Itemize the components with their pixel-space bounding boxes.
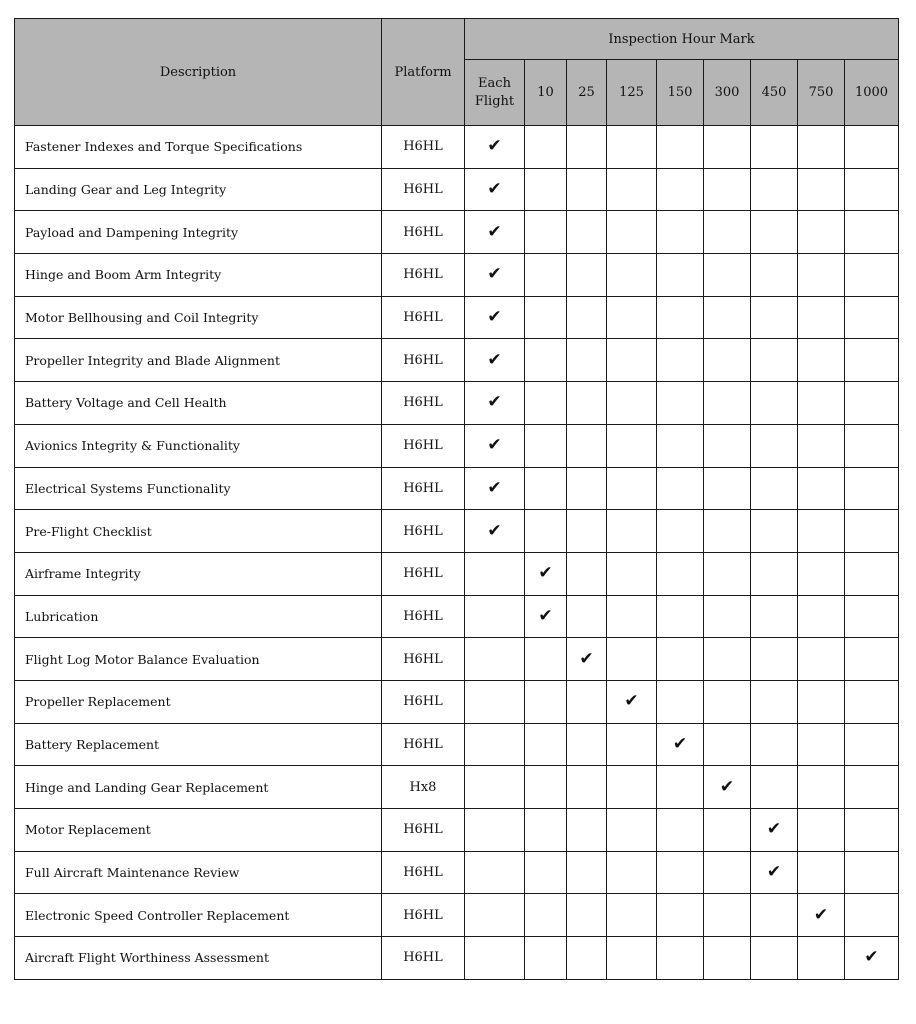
- interval-cell: [567, 467, 607, 510]
- row-platform: H6HL: [382, 126, 465, 169]
- row-description: Flight Log Motor Balance Evaluation: [15, 638, 382, 681]
- interval-cell: [798, 467, 845, 510]
- table-row: [15, 296, 899, 339]
- interval-cell: [845, 296, 899, 339]
- interval-cell: [465, 467, 525, 510]
- interval-cell: [607, 126, 657, 169]
- table-row: [15, 894, 899, 937]
- interval-cell: [798, 126, 845, 169]
- table-row: [15, 851, 899, 894]
- interval-cell: [704, 595, 751, 638]
- interval-cell: [657, 467, 704, 510]
- interval-cell: [607, 894, 657, 937]
- table-row: [15, 552, 899, 595]
- interval-cell: [845, 766, 899, 809]
- interval-cell: [465, 638, 525, 681]
- interval-cell: [657, 254, 704, 297]
- interval-cell: [751, 766, 798, 809]
- interval-cell: [607, 424, 657, 467]
- interval-cell: [607, 595, 657, 638]
- interval-cell: [751, 296, 798, 339]
- interval-cell: [607, 211, 657, 254]
- interval-cell: [845, 638, 899, 681]
- table-row: [15, 339, 899, 382]
- interval-cell: [798, 851, 845, 894]
- interval-cell: [567, 168, 607, 211]
- description-header: Description: [15, 19, 382, 126]
- interval-cell: [704, 723, 751, 766]
- row-platform: H6HL: [382, 211, 465, 254]
- interval-cell: [607, 723, 657, 766]
- interval-cell: [751, 510, 798, 553]
- interval-cell: [657, 510, 704, 553]
- row-platform: H6HL: [382, 168, 465, 211]
- checkmark-icon: ✔: [487, 520, 502, 541]
- checkmark-icon: ✔: [579, 648, 594, 669]
- interval-cell: [704, 211, 751, 254]
- row-description: Payload and Dampening Integrity: [15, 211, 382, 254]
- interval-cell: [751, 595, 798, 638]
- interval-cell: [657, 723, 704, 766]
- interval-cell: [607, 680, 657, 723]
- interval-cell: [798, 937, 845, 980]
- interval-header-4: 150: [657, 60, 704, 126]
- interval-cell: [845, 680, 899, 723]
- row-description: Motor Bellhousing and Coil Integrity: [15, 296, 382, 339]
- interval-cell: [525, 467, 567, 510]
- interval-cell: [567, 510, 607, 553]
- interval-cell: [567, 766, 607, 809]
- interval-cell: [657, 339, 704, 382]
- interval-cell: [845, 595, 899, 638]
- row-platform: H6HL: [382, 595, 465, 638]
- interval-header-8: 1000: [845, 60, 899, 126]
- interval-cell: [657, 937, 704, 980]
- interval-header-0: Each Flight: [465, 60, 525, 126]
- interval-cell: [798, 723, 845, 766]
- interval-cell: [751, 126, 798, 169]
- interval-cell: [704, 424, 751, 467]
- interval-cell: [607, 851, 657, 894]
- row-description: Hinge and Landing Gear Replacement: [15, 766, 382, 809]
- interval-cell: [567, 424, 607, 467]
- interval-cell: [607, 168, 657, 211]
- row-description: Lubrication: [15, 595, 382, 638]
- interval-cell: [704, 809, 751, 852]
- table-row: [15, 937, 899, 980]
- interval-cell: [567, 339, 607, 382]
- table-row: [15, 638, 899, 681]
- row-platform: H6HL: [382, 382, 465, 425]
- interval-cell: [751, 168, 798, 211]
- interval-cell: [465, 723, 525, 766]
- interval-cell: [798, 809, 845, 852]
- interval-cell: [465, 510, 525, 553]
- interval-cell: [465, 126, 525, 169]
- interval-cell: [751, 254, 798, 297]
- interval-cell: [845, 211, 899, 254]
- interval-cell: [657, 211, 704, 254]
- table-row: [15, 382, 899, 425]
- interval-cell: [657, 638, 704, 681]
- interval-cell: [751, 894, 798, 937]
- checkmark-icon: ✔: [487, 435, 502, 456]
- row-description: Motor Replacement: [15, 809, 382, 852]
- interval-header-5: 300: [704, 60, 751, 126]
- interval-cell: [607, 552, 657, 595]
- interval-cell: [465, 851, 525, 894]
- table-row: [15, 254, 899, 297]
- interval-cell: [845, 339, 899, 382]
- row-description: Battery Voltage and Cell Health: [15, 382, 382, 425]
- interval-cell: [525, 851, 567, 894]
- interval-cell: [704, 937, 751, 980]
- interval-cell: [798, 894, 845, 937]
- checkmark-icon: ✔: [672, 733, 688, 754]
- row-platform: Hx8: [382, 766, 465, 809]
- interval-cell: [567, 211, 607, 254]
- interval-cell: [845, 809, 899, 852]
- interval-cell: [704, 126, 751, 169]
- checkmark-icon: ✔: [766, 819, 782, 840]
- table-row: [15, 126, 899, 169]
- interval-cell: [798, 168, 845, 211]
- interval-cell: [567, 937, 607, 980]
- interval-cell: [525, 894, 567, 937]
- checkmark-icon: ✔: [813, 904, 829, 925]
- interval-cell: [845, 467, 899, 510]
- interval-cell: [751, 723, 798, 766]
- row-platform: H6HL: [382, 680, 465, 723]
- interval-cell: [657, 894, 704, 937]
- interval-cell: [465, 766, 525, 809]
- interval-cell: [567, 809, 607, 852]
- row-description: Landing Gear and Leg Integrity: [15, 168, 382, 211]
- interval-cell: [704, 467, 751, 510]
- row-platform: H6HL: [382, 894, 465, 937]
- interval-cell: [607, 937, 657, 980]
- checkmark-icon: ✔: [864, 947, 879, 968]
- interval-cell: [525, 937, 567, 980]
- interval-cell: [751, 467, 798, 510]
- interval-cell: [525, 809, 567, 852]
- row-description: Propeller Replacement: [15, 680, 382, 723]
- interval-cell: [525, 680, 567, 723]
- row-description: Hinge and Boom Arm Integrity: [15, 254, 382, 297]
- checkmark-icon: ✔: [766, 862, 782, 883]
- table-row: [15, 595, 899, 638]
- interval-cell: [798, 254, 845, 297]
- interval-cell: [704, 382, 751, 425]
- interval-cell: [567, 126, 607, 169]
- interval-cell: [525, 339, 567, 382]
- interval-cell: [751, 638, 798, 681]
- interval-cell: [704, 168, 751, 211]
- inspection-hour-mark-header: Inspection Hour Mark: [465, 19, 899, 60]
- platform-header: Platform: [382, 19, 465, 126]
- interval-cell: [704, 680, 751, 723]
- interval-cell: [465, 339, 525, 382]
- interval-cell: [798, 680, 845, 723]
- interval-cell: [525, 382, 567, 425]
- interval-header-2: 25: [567, 60, 607, 126]
- interval-cell: [465, 552, 525, 595]
- interval-cell: [657, 424, 704, 467]
- table-row: [15, 424, 899, 467]
- interval-cell: [704, 339, 751, 382]
- interval-cell: [845, 254, 899, 297]
- row-platform: H6HL: [382, 296, 465, 339]
- interval-cell: [751, 382, 798, 425]
- interval-cell: [607, 467, 657, 510]
- interval-cell: [704, 254, 751, 297]
- table-row: [15, 809, 899, 852]
- interval-cell: [465, 211, 525, 254]
- row-description: Pre-Flight Checklist: [15, 510, 382, 553]
- interval-cell: [525, 723, 567, 766]
- interval-cell: [525, 766, 567, 809]
- interval-cell: [845, 894, 899, 937]
- interval-cell: [657, 766, 704, 809]
- interval-cell: [845, 552, 899, 595]
- interval-cell: [704, 766, 751, 809]
- interval-cell: [607, 638, 657, 681]
- interval-cell: [525, 126, 567, 169]
- interval-cell: [607, 339, 657, 382]
- interval-header-7: 750: [798, 60, 845, 126]
- interval-cell: [798, 424, 845, 467]
- interval-cell: [657, 126, 704, 169]
- interval-cell: [465, 168, 525, 211]
- row-platform: H6HL: [382, 638, 465, 681]
- inspection-schedule-table: [14, 18, 899, 980]
- interval-cell: [751, 552, 798, 595]
- checkmark-icon: ✔: [487, 136, 502, 157]
- table-row: [15, 680, 899, 723]
- interval-cell: [751, 424, 798, 467]
- interval-cell: [845, 510, 899, 553]
- row-description: Fastener Indexes and Torque Specifications: [15, 126, 382, 169]
- interval-cell: [657, 552, 704, 595]
- interval-cell: [798, 382, 845, 425]
- checkmark-icon: ✔: [487, 349, 502, 370]
- interval-cell: [704, 510, 751, 553]
- interval-header-6: 450: [751, 60, 798, 126]
- interval-cell: [798, 638, 845, 681]
- checkmark-icon: ✔: [487, 477, 502, 498]
- checkmark-icon: ✔: [487, 307, 502, 328]
- interval-cell: [657, 851, 704, 894]
- table-row: [15, 467, 899, 510]
- interval-header-3: 125: [607, 60, 657, 126]
- checkmark-icon: ✔: [624, 691, 639, 712]
- row-platform: H6HL: [382, 723, 465, 766]
- interval-cell: [525, 168, 567, 211]
- interval-cell: [798, 296, 845, 339]
- row-description: Propeller Integrity and Blade Alignment: [15, 339, 382, 382]
- interval-cell: [607, 254, 657, 297]
- row-platform: H6HL: [382, 424, 465, 467]
- interval-cell: [657, 680, 704, 723]
- interval-cell: [465, 382, 525, 425]
- interval-cell: [704, 894, 751, 937]
- interval-cell: [525, 638, 567, 681]
- interval-cell: [751, 339, 798, 382]
- interval-cell: [607, 809, 657, 852]
- table-row: [15, 766, 899, 809]
- interval-cell: [751, 809, 798, 852]
- checkmark-icon: ✔: [487, 179, 502, 200]
- interval-cell: [845, 126, 899, 169]
- interval-cell: [465, 254, 525, 297]
- interval-cell: [465, 809, 525, 852]
- interval-cell: [567, 894, 607, 937]
- row-description: Avionics Integrity & Functionality: [15, 424, 382, 467]
- interval-cell: [525, 424, 567, 467]
- interval-cell: [567, 851, 607, 894]
- interval-cell: [657, 382, 704, 425]
- row-description: Airframe Integrity: [15, 552, 382, 595]
- row-platform: H6HL: [382, 937, 465, 980]
- row-platform: H6HL: [382, 254, 465, 297]
- interval-cell: [607, 382, 657, 425]
- row-platform: H6HL: [382, 510, 465, 553]
- row-platform: H6HL: [382, 552, 465, 595]
- interval-cell: [607, 296, 657, 339]
- interval-cell: [567, 638, 607, 681]
- table-row: [15, 211, 899, 254]
- interval-cell: [567, 382, 607, 425]
- table-row: [15, 723, 899, 766]
- interval-cell: [845, 424, 899, 467]
- interval-cell: [465, 595, 525, 638]
- interval-cell: [567, 595, 607, 638]
- interval-cell: [704, 296, 751, 339]
- interval-cell: [657, 595, 704, 638]
- interval-cell: [845, 382, 899, 425]
- interval-cell: [751, 680, 798, 723]
- interval-cell: [751, 851, 798, 894]
- interval-cell: [525, 211, 567, 254]
- table-row: [15, 510, 899, 553]
- checkmark-icon: ✔: [487, 221, 502, 242]
- row-platform: H6HL: [382, 339, 465, 382]
- checkmark-icon: ✔: [487, 392, 502, 413]
- interval-header-1: 10: [525, 60, 567, 126]
- interval-cell: [657, 296, 704, 339]
- interval-cell: [567, 552, 607, 595]
- checkmark-icon: ✔: [538, 563, 553, 584]
- interval-cell: [607, 510, 657, 553]
- interval-cell: [607, 766, 657, 809]
- interval-cell: [567, 296, 607, 339]
- interval-cell: [567, 680, 607, 723]
- row-description: Electronic Speed Controller Replacement: [15, 894, 382, 937]
- checkmark-icon: ✔: [487, 264, 502, 285]
- row-platform: H6HL: [382, 809, 465, 852]
- interval-cell: [798, 510, 845, 553]
- row-description: Electrical Systems Functionality: [15, 467, 382, 510]
- interval-cell: [465, 424, 525, 467]
- interval-cell: [704, 851, 751, 894]
- interval-cell: [525, 254, 567, 297]
- interval-cell: [798, 595, 845, 638]
- interval-cell: [751, 937, 798, 980]
- row-description: Full Aircraft Maintenance Review: [15, 851, 382, 894]
- interval-cell: [525, 510, 567, 553]
- interval-cell: [465, 296, 525, 339]
- interval-cell: [525, 552, 567, 595]
- interval-cell: [798, 552, 845, 595]
- checkmark-icon: ✔: [719, 776, 735, 797]
- interval-cell: [798, 211, 845, 254]
- interval-cell: [567, 723, 607, 766]
- interval-cell: [657, 809, 704, 852]
- interval-cell: [845, 937, 899, 980]
- row-description: Aircraft Flight Worthiness Assessment: [15, 937, 382, 980]
- interval-cell: [845, 851, 899, 894]
- interval-cell: [845, 168, 899, 211]
- row-platform: H6HL: [382, 851, 465, 894]
- interval-cell: [798, 339, 845, 382]
- interval-cell: [567, 254, 607, 297]
- interval-cell: [465, 937, 525, 980]
- row-description: Battery Replacement: [15, 723, 382, 766]
- row-platform: H6HL: [382, 467, 465, 510]
- interval-cell: [525, 595, 567, 638]
- interval-cell: [751, 211, 798, 254]
- interval-cell: [465, 894, 525, 937]
- interval-cell: [704, 638, 751, 681]
- interval-cell: [845, 723, 899, 766]
- interval-cell: [525, 296, 567, 339]
- checkmark-icon: ✔: [538, 605, 553, 626]
- interval-cell: [465, 680, 525, 723]
- interval-cell: [704, 552, 751, 595]
- interval-cell: [657, 168, 704, 211]
- table-row: [15, 168, 899, 211]
- interval-cell: [798, 766, 845, 809]
